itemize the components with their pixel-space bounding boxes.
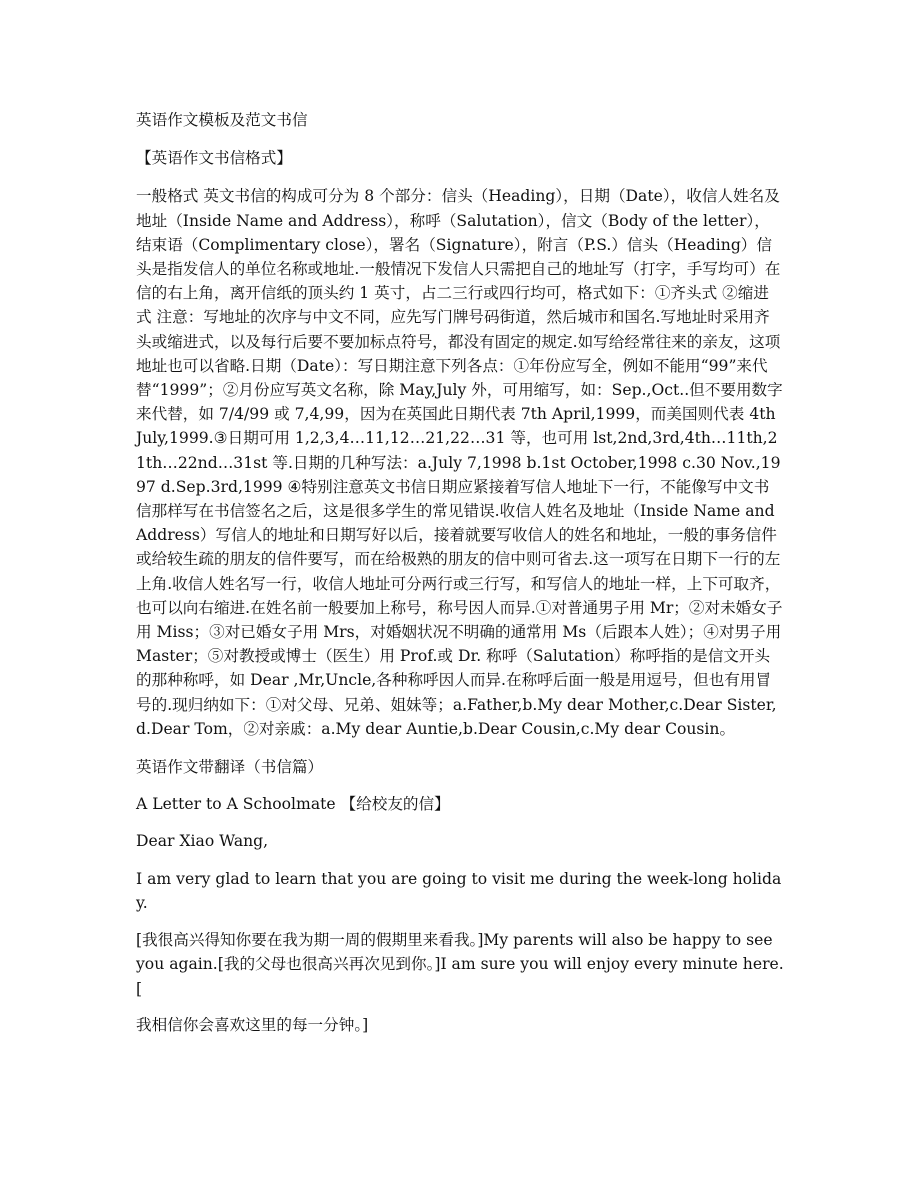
document-content — [136, 108, 784, 1037]
letter-title: A Letter to A Schoolmate 【给校友的信】 — [136, 795, 450, 814]
letter-line-3: 我相信你会喜欢这里的每一分钟。] — [136, 1015, 369, 1034]
document-title: 英语作文模板及范文书信 — [136, 111, 308, 129]
subheading: 英语作文带翻译（书信篇） — [136, 758, 324, 777]
letter-salutation: Dear Xiao Wang, — [136, 832, 269, 851]
section-heading: 【英语作文书信格式】 — [136, 149, 292, 168]
letter-line-1: I am very glad to learn that you are going to visit me during the week-long holiday. — [136, 869, 782, 912]
body-paragraph: 一般格式 英文书信的构成可分为 8 个部分：信头（Heading），日期（Date），收信人姓名及地址（Inside Name and Address），称呼（Salutation），信文（Body of the letter），结束语（Complimentary close），署名（Signature），附言（P.S.）信头（Heading）信头是指发信人的单位名称或地址.一般情况下发信人只需把自己的地址写（打字，手写均可）在信的右上角，离开信纸的顶头约 1 英寸，占二三行或四行均可，格式如下：①齐头式 ②缩进式 注意：写地址的次序与中文不同，应先写门牌号码街道，然后城市和国名.写地址时采用齐头或缩进式，以及每行后要不要加标点符号，都没有固定的规定.如写给经常往来的亲友，这项地址也可以省略.日期（Date）：写日期注意下列各点：①年份应写全，例如不能用“99”来代替“1999”；②月份应写英文名称，除 May,July 外，可用缩写，如：Sep.,Oct..但不要用数字来代替，如 7/4/99 或 7,4,99，因为在英国此日期代表 7th April,1999，而美国则代表 4th July,1999.③日期可用 1,2,3,4…11,12…21,22…31 等，也可用 lst,2nd,3rd,4th…11th,21th…22nd…31st 等.日期的几种写法：a.July 7,1998 b.1st October,1998 c.30 Nov.,1997 d.Sep.3rd,1999 ④特别注意英文书信日期应紧接着写信人地址下一行，不能像写中文书信那样写在书信签名之后，这是很多学生的常见错误.收信人姓名及地址（Inside Name and Address）写信人的地址和日期写好以后，接着就要写收信人的姓名和地址，一般的事务信件或给较生疏的朋友的信件要写，而在给极熟的朋友的信中则可省去.这一项写在日期下一行的左上角.收信人姓名写一行，收信人地址可分两行或三行写，和写信人的地址一样，上下可取齐，也可以向右缩进.在姓名前一般要加上称号，称号因人而异.①对普通男子用 Mr；②对未婚女子用 Miss；③对已婚女子用 Mrs，对婚姻状况不明确的通常用 Ms（后跟本人姓）；④对男子用 Master；⑤对教授或博士（医生）用 Prof.或 Dr. 称呼（Salutation）称呼指的是信文开头的那种称呼，如 Dear ,Mr,Uncle,各种称呼因人而异.在称呼后面一般是用逗号，但也有用冒号的.现归纳如下：①对父母、兄弟、姐妹等；a.Father,b.My dear Mother,c.Dear Sister,d.Dear Tom，②对亲戚：a.My dear Auntie,b.Dear Cousin,c.My dear Cousin。 — [136, 187, 783, 738]
letter-line-2: [我很高兴得知你要在我为期一周的假期里来看我。]My parents will also be happy to see you again.[我的父母也很高兴再次见到你。]I am sure you will enjoy every minute here. [ — [136, 931, 784, 998]
